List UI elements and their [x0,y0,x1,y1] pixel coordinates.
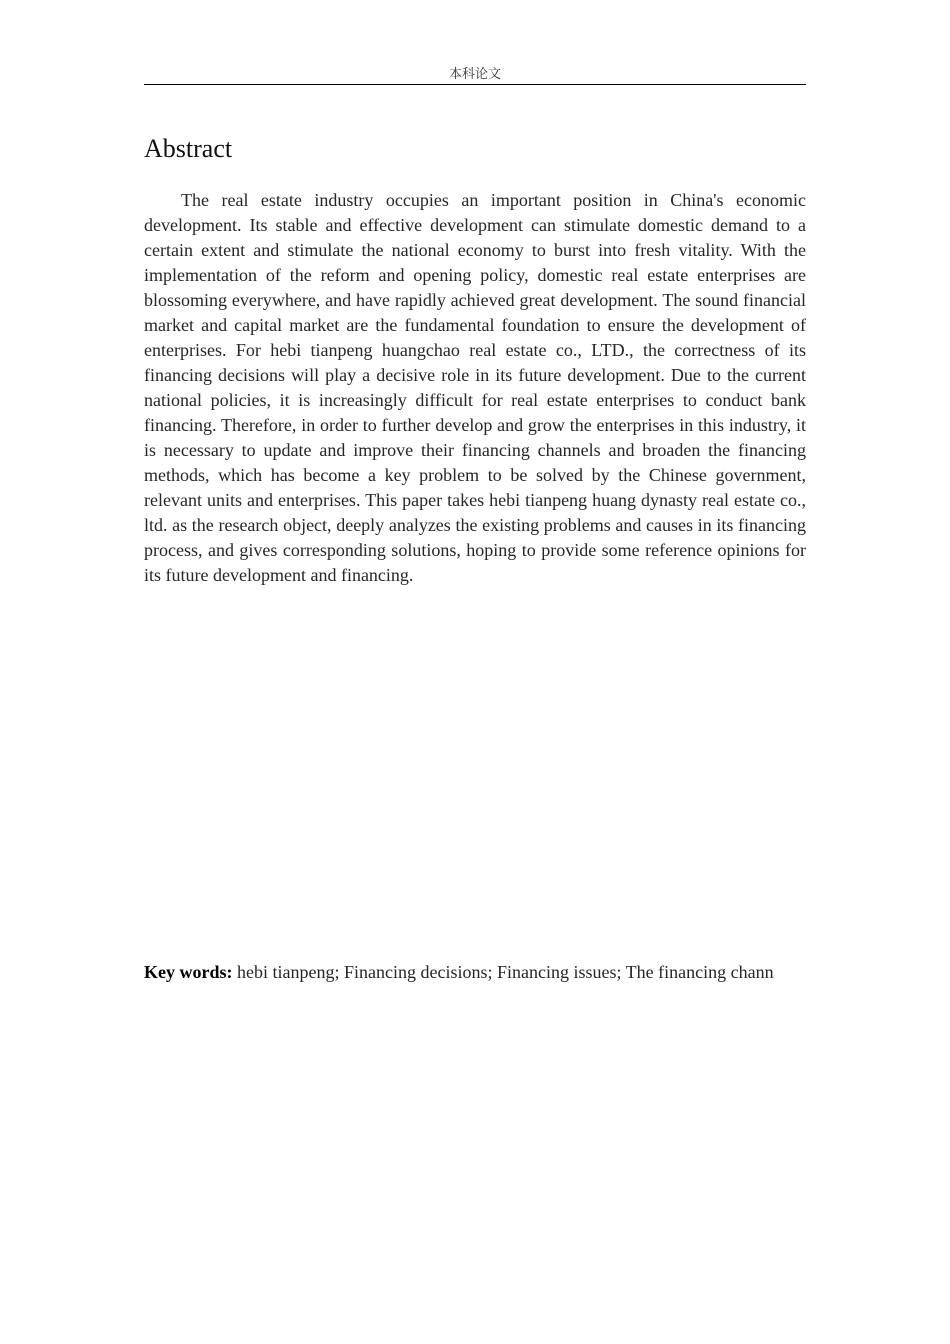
abstract-body: The real estate industry occupies an important position in China's economic development. Its stable and effective development can stimulate domestic demand to a certain extent and stimulate the national economy to burst into fresh vitality. With the implementation of the reform and opening policy, domestic real estate enterprises are blossoming everywhere, and have rapidly achieved great development. The sound financial market and capital market are the fundamental foundation to ensure the development of enterprises. For hebi tianpeng huangchao real estate co., LTD., the correctness of its financing decisions will play a decisive role in its future development. Due to the current national policies, it is increasingly difficult for real estate enterprises to conduct bank financing. Therefore, in order to further develop and grow the enterprises in this industry, it is necessary to update and improve their financing channels and broaden the financing methods, which has become a key problem to be solved by the Chinese government, relevant units and enterprises. This paper takes hebi tianpeng huang dynasty real estate co., ltd. as the research object, deeply analyzes the existing problems and causes in its financing process, and gives corresponding solutions, hoping to provide some reference opinions for its future development and financing. [144,190,806,585]
page-header [144,66,806,85]
running-title: 本科论文 [448,66,501,81]
keywords-label: Key words: [144,962,233,982]
keywords-text: hebi tianpeng; Financing decisions; Financing issues; The financing chann [237,962,774,982]
abstract-title: Abstract [144,134,233,163]
keywords-paragraph [144,960,806,985]
